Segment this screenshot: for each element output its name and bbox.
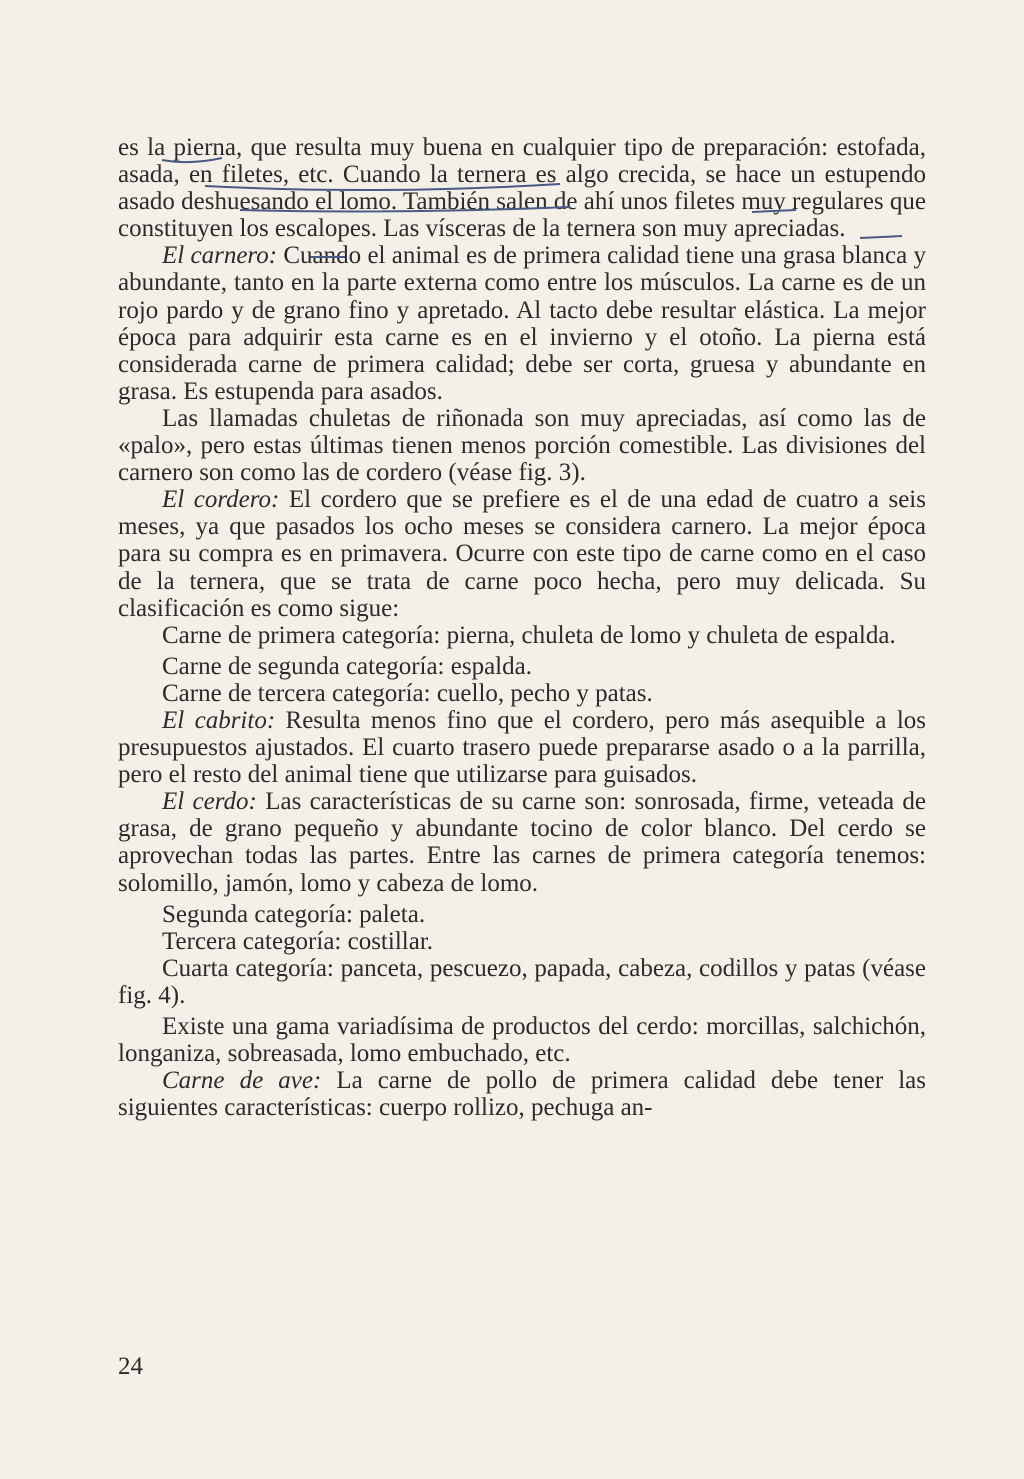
paragraph-cerdo-tercera [118, 928, 926, 955]
paragraph-productos-cerdo [118, 1013, 926, 1067]
paragraph-label: El carnero: [162, 242, 278, 270]
paragraph-text: Las características de su carne son: sonrosada, firme, veteada de grasa, de grano pequeño y abundante tocino de color blanco. Del cerdo se aprovechan todas las partes. Entre las carnes de primera categoría tenemos: solomillo, jamón, lomo y cabeza de lomo. [118, 788, 926, 897]
paragraph-cordero-segunda [118, 653, 926, 680]
paragraph-cordero-primera [118, 622, 926, 649]
paragraph-carnero [118, 242, 926, 405]
paragraph-carne-ave [118, 1067, 926, 1121]
page-number: 24 [118, 1353, 143, 1380]
paragraph-cordero [118, 486, 926, 621]
paragraph-cerdo-segunda [118, 901, 926, 928]
paragraph-text: Existe una gama variadísima de productos del cerdo: morcillas, salchichón, longaniza, sobreasada, lomo embuchado, etc. [118, 1013, 926, 1068]
paragraph-label: El cordero: [162, 486, 280, 514]
paragraph-text: Cuando el animal es de primera calidad tiene una grasa blanca y abundante, tanto en la parte externa como entre los músculos. La carne es de un rojo pardo y de grano fino y apretado. Al tacto debe resultar elástica. La mejor época para adquirir esta carne es en el invierno y el otoño. La pierna está considerada carne de primera calidad; debe ser corta, gruesa y abundante en grasa. Es estupenda para asados. [118, 242, 927, 405]
paragraph-label: El cerdo: [162, 788, 257, 816]
paragraph-text: Tercera categoría: costillar. [162, 927, 434, 955]
paragraph-text: El cordero que se prefiere es el de una edad de cuatro a seis meses, ya que pasados los ocho meses se considera carnero. La mejor época para su compra es en primavera. Ocurre con este tipo de carne como en el caso de la ternera, que se trata de carne poco hecha, pero muy delicada. Su clasificación es como sigue: [118, 486, 926, 622]
paragraph-label: El cabrito: [162, 706, 276, 734]
body-text [118, 134, 926, 1121]
paragraph-label: Carne de ave: [162, 1067, 322, 1095]
paragraph-text: Resulta menos fino que el cordero, pero más asequible a los presupuestos ajustados. El cuarto trasero puede prepararse asado o a la parrilla, pero el resto del animal tiene que utilizarse para guisados. [118, 706, 927, 789]
paragraph-ternera-continued [118, 134, 926, 242]
paragraph-cerdo [118, 788, 926, 896]
paragraph-text: Las llamadas chuletas de riñonada son muy apreciadas, así como las de «palo», pero estas últimas tienen menos porción comestible. Las divisiones del carnero son como las de cordero (véase fig. 3). [118, 404, 926, 487]
paragraph-cordero-tercera [118, 680, 926, 707]
paragraph-text: La carne de pollo de primera calidad debe tener las siguientes características: cuerpo rollizo, pechuga an- [118, 1067, 926, 1122]
paragraph-text: Carne de segunda categoría: espalda. [162, 652, 532, 680]
paragraph-text: Cuarta categoría: panceta, pescuezo, papada, cabeza, codillos y patas (véase fig. 4). [118, 954, 926, 1009]
paragraph-chuletas [118, 405, 926, 486]
paragraph-cerdo-cuarta [118, 955, 926, 1009]
paragraph-text: es la pierna, que resulta muy buena en cualquier tipo de preparación: estofada, asada, en filetes, etc. Cuando la ternera es algo crecida, se hace un estupendo asado deshuesando el lomo. También salen de ahí unos filetes muy regulares que constituyen los escalopes. Las vísceras de la ternera son muy apreciadas. [118, 134, 926, 243]
paragraph-text: Carne de tercera categoría: cuello, pecho y patas. [162, 679, 653, 707]
paragraph-text: Carne de primera categoría: pierna, chuleta de lomo y chuleta de espalda. [162, 621, 896, 649]
paragraph-text: Segunda categoría: paleta. [162, 900, 426, 928]
paragraph-cabrito [118, 707, 926, 788]
